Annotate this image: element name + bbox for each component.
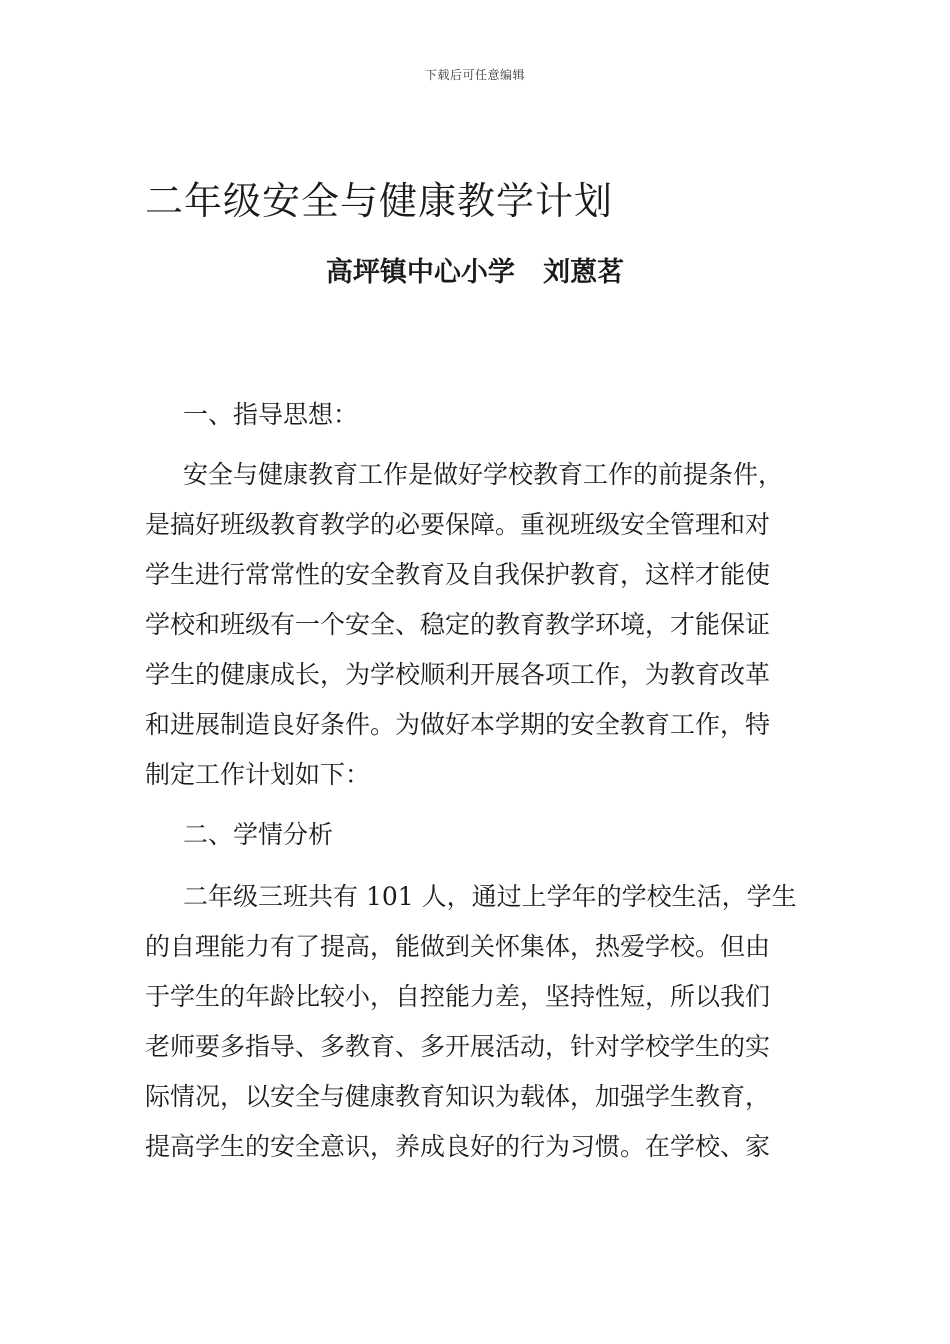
paragraph-line: 于学生的年龄比较小，自控能力差，坚持性短，所以我们: [145, 982, 771, 1011]
paragraph-line: 学校和班级有一个安全、稳定的教育教学环境，才能保证: [145, 610, 771, 639]
section-1-paragraph: [145, 450, 805, 800]
paragraph-line: 学生进行常常性的安全教育及自我保护教育，这样才能使: [145, 560, 771, 589]
paragraph-line: 老师要多指导、多教育、多开展活动，针对学校学生的实: [145, 1032, 771, 1061]
page-header-note: 下载后可任意编辑: [424, 68, 525, 82]
section-2-heading: 二、学情分析: [183, 820, 334, 849]
paragraph-line: 和进展制造良好条件。为做好本学期的安全教育工作，特: [145, 710, 771, 739]
paragraph-line: 提高学生的安全意识，养成良好的行为习惯。在学校、家: [145, 1132, 771, 1161]
paragraph-line: 学生的健康成长，为学校顺利开展各项工作，为教育改革: [145, 660, 771, 689]
section-1-heading: 一、指导思想：: [183, 400, 359, 429]
paragraph-line: 安全与健康教育工作是做好学校教育工作的前提条件，: [183, 460, 784, 489]
paragraph-line: 际情况，以安全与健康教育知识为载体，加强学生教育，: [145, 1082, 771, 1111]
document-author: 高坪镇中心小学 刘蒽茗: [325, 257, 625, 288]
paragraph-line: 二年级三班共有 101 人，通过上学年的学校生活，学生: [183, 882, 797, 911]
section-2-paragraph: [145, 872, 805, 1172]
document-title: 二年级安全与健康教学计划: [145, 179, 614, 223]
paragraph-line: 的自理能力有了提高，能做到关怀集体，热爱学校。但由: [145, 932, 771, 961]
paragraph-line: 是搞好班级教育教学的必要保障。重视班级安全管理和对: [145, 510, 771, 539]
paragraph-line: 制定工作计划如下：: [145, 760, 371, 789]
